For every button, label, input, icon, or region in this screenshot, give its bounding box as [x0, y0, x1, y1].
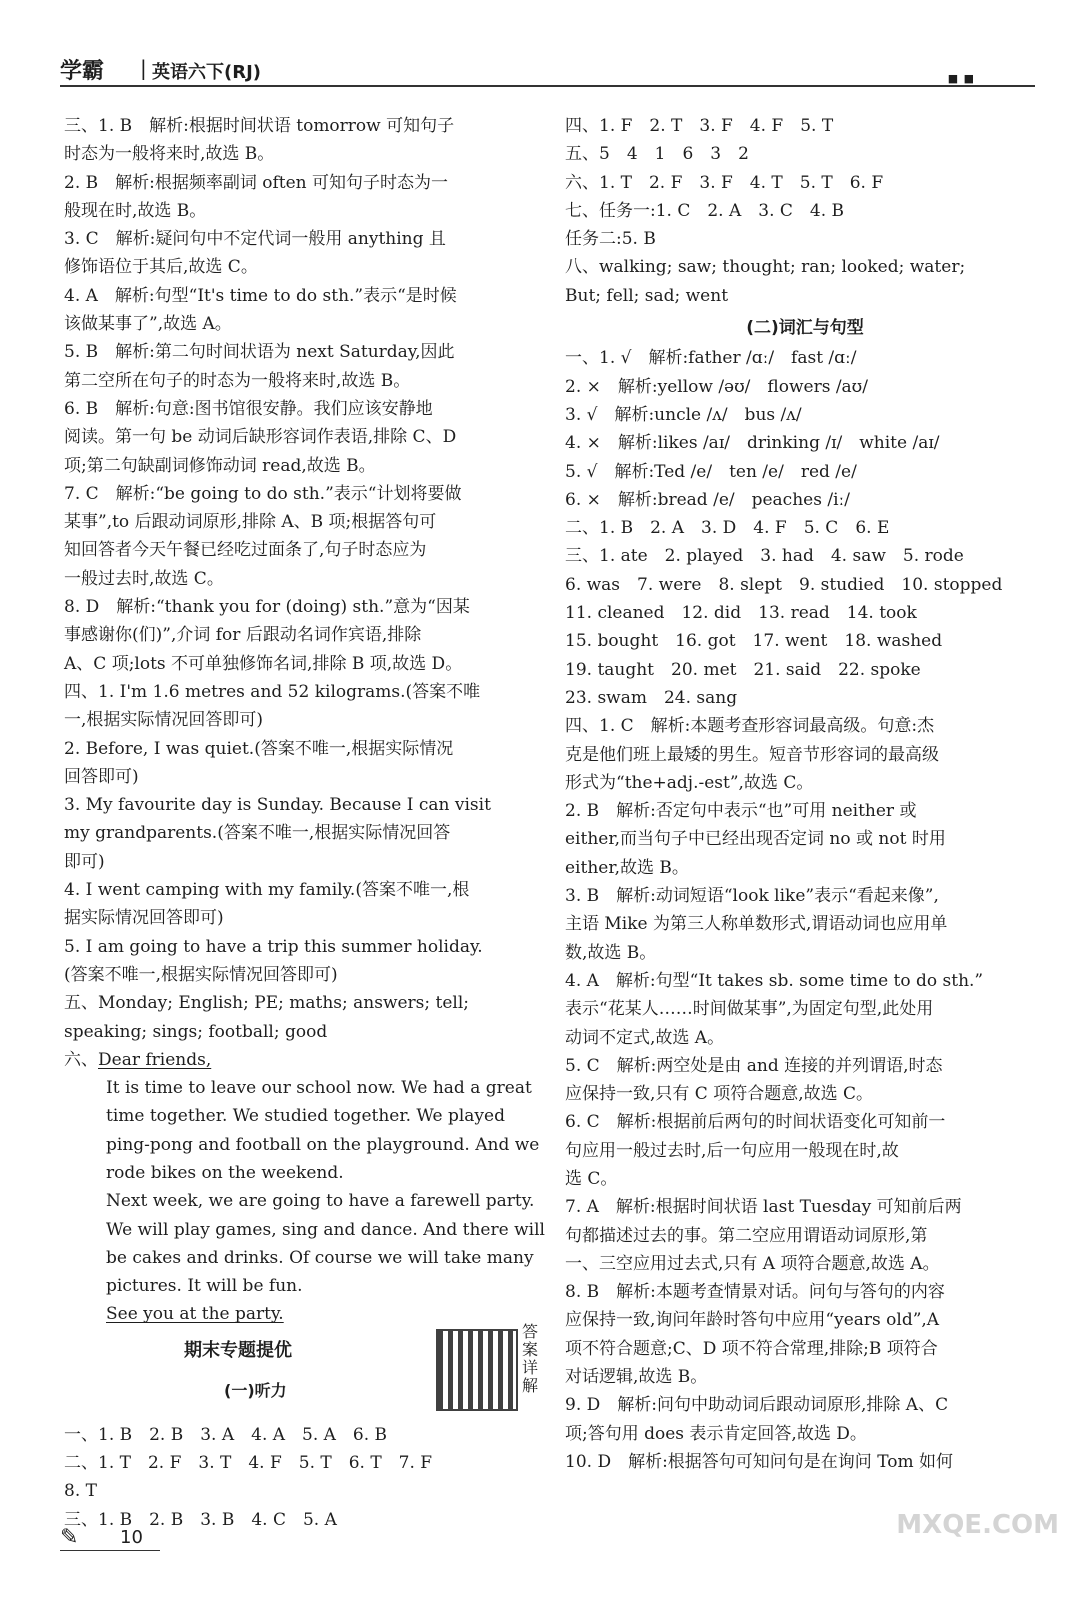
answer-line: 5. C 解析:两空处是由 and 连接的并列谓语,时态: [565, 1055, 943, 1076]
section-subtitle: (一)听力: [224, 1380, 287, 1400]
qr-code-icon: [436, 1329, 518, 1411]
letter-paragraph-2: Next week, we are going to have a farewell party. We will play games, sing and dance. And there will be cakes and drinks. Of course we will take many pictures. It will be fun.: [106, 1191, 551, 1297]
answer-line: 四、1. I'm 1.6 metres and 52 kilograms.(答案不唯: [64, 681, 481, 702]
answer-line: 四、1. F 2. T 3. F 4. F 5. T: [565, 116, 834, 136]
answer-line: 8. T: [64, 1481, 97, 1502]
answer-line: 2. × 解析:yellow /əʊ/ flowers /aʊ/: [565, 376, 868, 397]
answer-line: 时态为一般将来时,故选 B。: [64, 144, 275, 165]
pencil-icon: ✎: [60, 1525, 79, 1550]
answer-line: either,而当句子中已经出现否定词 no 或 not 时用: [565, 829, 946, 850]
answer-line: 表示“花某人……时间做某事”,为固定句型,此处用: [565, 999, 934, 1020]
page-header: [60, 52, 1035, 88]
answer-line: 19. taught 20. met 21. said 22. spoke: [565, 659, 921, 680]
answer-line: 3. √ 解析:uncle /ʌ/ bus /ʌ/: [565, 404, 802, 425]
answer-line: 应保持一致,只有 C 项符合题意,故选 C。: [565, 1084, 874, 1105]
answer-line: 4. A 解析:句型“It takes sb. some time to do sth.”: [565, 970, 984, 991]
answer-line: 数,故选 B。: [565, 942, 657, 963]
answer-line: 知回答者今天午餐已经吃过面条了,句子时态应为: [64, 540, 427, 561]
answer-line: 项不符合题意;C、D 项不符合常理,排除;B 项符合: [565, 1338, 938, 1359]
book-title: 英语六下(RJ): [152, 62, 262, 83]
answer-line: 8. B 解析:本题考查情景对话。问句与答句的内容: [565, 1282, 945, 1303]
answer-line: 句都描述过去的事。第二空应用谓语动词原形,第: [565, 1225, 928, 1246]
answer-line: 7. A 解析:根据时间状语 last Tuesday 可知前后两: [565, 1197, 962, 1218]
answer-line: 一、1. √ 解析:father /ɑː/ fast /ɑː/: [565, 348, 857, 369]
answer-line: my grandparents.(答案不唯一,根据实际情况回答: [64, 823, 451, 844]
answer-line: 15. bought 16. got 17. went 18. washed: [565, 631, 943, 652]
answer-line: 3. C 解析:疑问句中不定代词一般用 anything 且: [64, 229, 446, 250]
left-column: [64, 112, 551, 1534]
answer-line: 对话逻辑,故选 B。: [565, 1367, 708, 1388]
answer-line: 2. B 解析:否定句中表示“也”可用 neither 或: [565, 801, 917, 822]
answer-line: 3. My favourite day is Sunday. Because I can visit: [64, 795, 491, 816]
answer-line: 5. B 解析:第二句时间状语为 next Saturday,因此: [64, 342, 455, 363]
answer-line: 般现在时,故选 B。: [64, 200, 207, 221]
brand-logo: 学霸: [60, 59, 105, 84]
answer-line: 据实际情况回答即可): [64, 908, 224, 929]
answer-line: 23. swam 24. sang: [565, 687, 738, 708]
answer-line: 9. D 解析:问句中助动词后跟动词原形,排除 A、C: [565, 1395, 949, 1416]
answer-line: 任务二:5. B: [565, 229, 656, 250]
letter-closing: See you at the party.: [106, 1304, 284, 1325]
answer-line: 3. B 解析:动词短语“look like”表示“看起来像”,: [565, 886, 939, 907]
answer-line: 一、三空应用过去式,只有 A 项符合题意,故选 A。: [565, 1253, 940, 1274]
answer-line: 4. A 解析:句型“It's time to do sth.”表示“是时候: [64, 285, 457, 306]
answer-line: 七、任务一:1. C 2. A 3. C 4. B: [565, 200, 845, 221]
answer-line: 一、1. B 2. B 3. A 4. A 5. A 6. B: [64, 1424, 388, 1445]
header-separator: |: [140, 56, 147, 80]
letter-paragraph-1: It is time to leave our school now. We had a great time together. We studied together. We played ping-pong and football on the playground. And we rode bikes on the weekend.: [106, 1078, 545, 1183]
answer-line: 五、5 4 1 6 3 2: [565, 144, 749, 165]
answer-line: 某事”,to 后跟动词原形,排除 A、B 项;根据答句可: [64, 512, 437, 533]
answer-line: 一般过去时,故选 C。: [64, 568, 224, 589]
page-footer: [60, 1525, 170, 1551]
answer-line: (答案不唯一,根据实际情况回答即可): [64, 964, 338, 985]
left-answers-top: [64, 112, 546, 1046]
answer-line: 2. Before, I was quiet.(答案不唯一,根据实际情况: [64, 738, 454, 759]
answer-line: 应保持一致,询问年龄时答句中应用“years old”,A: [565, 1310, 940, 1331]
answer-line: 7. C 解析:“be going to do sth.”表示“计划将要做: [64, 483, 462, 504]
answer-line: 即可): [64, 851, 105, 872]
answer-line: 句应用一般过去时,后一句应用一般现在时,故: [565, 1140, 899, 1161]
header-marks: ■ ■: [947, 72, 975, 85]
answer-line: 三、1. ate 2. played 3. had 4. saw 5. rode: [565, 546, 964, 567]
right-column: [565, 112, 1045, 1476]
answer-line: 第二空所在句子的时态为一般将来时,故选 B。: [64, 370, 411, 391]
answer-line: 5. √ 解析:Ted /e/ ten /e/ red /e/: [565, 461, 857, 482]
answer-line: 八、walking; saw; thought; ran; looked; water;: [565, 257, 966, 278]
answer-line: 4. × 解析:likes /aɪ/ drinking /ɪ/ white /aɪ/: [565, 433, 940, 454]
answer-line: 回答即可): [64, 766, 139, 787]
answer-line: 三、1. B 解析:根据时间状语 tomorrow 可知句子: [64, 116, 455, 136]
answer-line: 6. × 解析:bread /e/ peaches /iː/: [565, 489, 850, 510]
answer-line: 10. D 解析:根据答句可知问句是在询问 Tom 如何: [565, 1451, 953, 1472]
final-section-header: [64, 1321, 546, 1421]
answer-line: 2. B 解析:根据频率副词 often 可知句子时态为一: [64, 172, 449, 193]
answer-line: 6. was 7. were 8. slept 9. studied 10. stopped: [565, 574, 1003, 595]
letter-greeting: 六、Dear friends,: [64, 1049, 212, 1070]
answer-line: 选 C。: [565, 1168, 618, 1189]
page-number: 10: [120, 1527, 143, 1548]
answer-line: 项;第二句缺副词修饰动词 read,故选 B。: [64, 455, 376, 476]
answer-line: either,故选 B。: [565, 857, 689, 878]
answer-line: 该做某事了”,故选 A。: [64, 314, 232, 335]
answer-line: 6. C 解析:根据前后两句的时间状语变化可知前一: [565, 1112, 946, 1133]
right-answers-bottom: [565, 344, 1045, 1476]
qr-label: 答案详解: [522, 1321, 539, 1395]
answer-line: 六、1. T 2. F 3. F 4. T 5. T 6. F: [565, 172, 884, 193]
answer-line: 修饰语位于其后,故选 C。: [64, 257, 258, 278]
answer-line: 5. I am going to have a trip this summer holiday.: [64, 936, 483, 957]
answer-line: 11. cleaned 12. did 13. read 14. took: [565, 603, 917, 624]
answer-line: 项;答句用 does 表示肯定回答,故选 D。: [565, 1423, 867, 1444]
answer-line: 4. I went camping with my family.(答案不唯一,根: [64, 880, 470, 901]
answer-line: 主语 Mike 为第三人称单数形式,谓语动词也应用单: [565, 914, 948, 935]
answer-line: 动词不定式,故选 A。: [565, 1027, 725, 1048]
answer-line: 二、1. B 2. A 3. D 4. F 5. C 6. E: [565, 518, 890, 539]
answer-line: A、C 项;lots 不可单独修饰名词,排除 B 项,故选 D。: [64, 653, 463, 674]
subheading-vocab: (二)词汇与句型: [746, 318, 864, 339]
section-title: 期末专题提优: [184, 1339, 292, 1361]
answer-line: 三、1. B 2. B 3. B 4. C 5. A: [64, 1509, 337, 1530]
answer-line: 四、1. C 解析:本题考查形容词最高级。句意:杰: [565, 716, 935, 737]
answer-line: 二、1. T 2. F 3. T 4. F 5. T 6. T 7. F: [64, 1453, 433, 1474]
right-answers-top: [565, 112, 1045, 310]
left-answers-bottom: [64, 1421, 546, 1534]
answer-line: 一,根据实际情况回答即可): [64, 710, 264, 731]
answer-line: But; fell; sad; went: [565, 285, 729, 306]
answer-line: 8. D 解析:“thank you for (doing) sth.”意为“因某: [64, 597, 470, 618]
header-rule: [60, 85, 1035, 87]
answer-line: 形式为“the+adj.-est”,故选 C。: [565, 772, 814, 793]
answer-line: 克是他们班上最矮的男生。短音节形容词的最高级: [565, 744, 939, 765]
answer-line: 五、Monday; English; PE; maths; answers; tell;: [64, 993, 470, 1014]
watermark: MXQE.COM: [896, 1510, 1059, 1540]
answer-line: 6. B 解析:句意:图书馆很安静。我们应该安静地: [64, 398, 433, 419]
answer-line: speaking; sings; football; good: [64, 1021, 328, 1042]
footer-rule: [60, 1550, 160, 1551]
answer-line: 阅读。第一句 be 动词后缺形容词作表语,排除 C、D: [64, 427, 457, 448]
answer-line: 事感谢你(们)”,介词 for 后跟动名词作宾语,排除: [64, 625, 422, 646]
